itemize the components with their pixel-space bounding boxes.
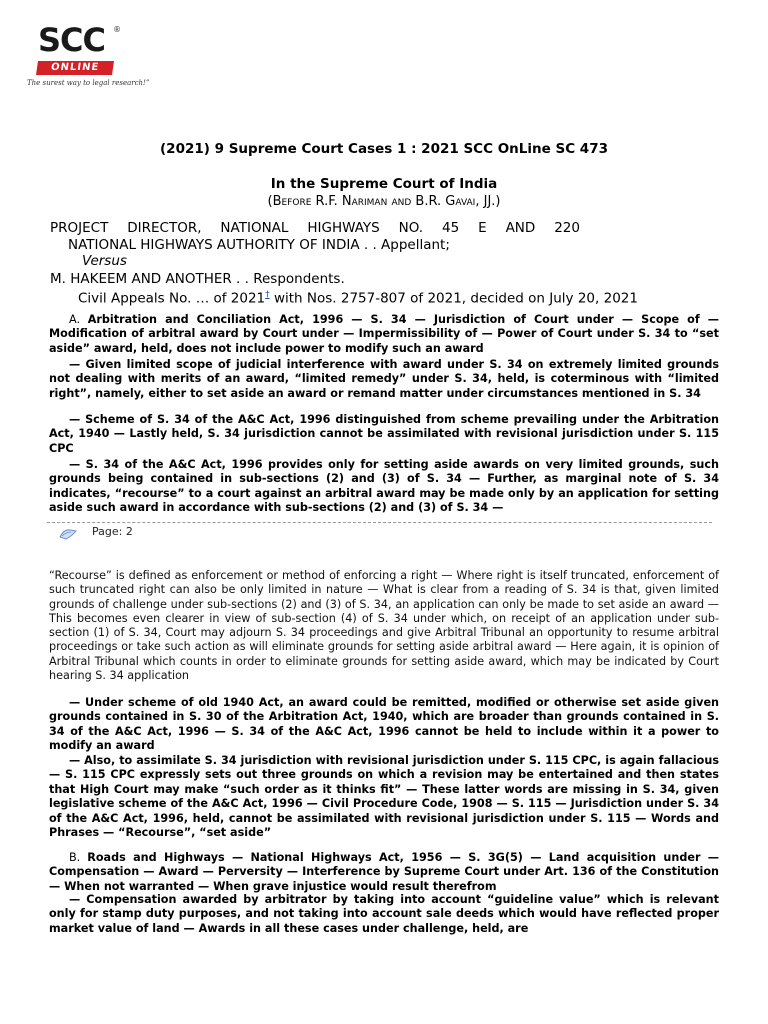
case-citation: (2021) 9 Supreme Court Cases 1 : 2021 SCC OnLine SC 473: [160, 141, 608, 157]
bench-judges: R.F. Nariman and B.R. Gavai: [311, 194, 476, 209]
court-name: In the Supreme Court of India: [270, 176, 498, 192]
headnote-b: [49, 851, 719, 894]
logo-online-banner: ONLINE: [36, 61, 114, 75]
headnote-a-label: A.: [69, 313, 88, 326]
appellant-line-2: NATIONAL HIGHWAYS AUTHORITY OF INDIA . . Appellant;: [68, 237, 450, 253]
versus: Versus: [82, 253, 127, 269]
logo-tagline: The surest way to legal research!”: [27, 79, 150, 87]
para-1940-text: — Under scheme of old 1940 Act, an award could be remitted, modified or otherwise set aside given grounds contained in S. 30 of the Arbitration Act, 1940, which are broader than grounds contained in S. 34 of the A&C Act, 1996 — S. 34 of the A&C Act, 1996 cannot be held to include within it a power to modify an award: [49, 696, 719, 753]
logo-registered-mark: ®: [113, 25, 121, 34]
appellant-line-1: PROJECT DIRECTOR, NATIONAL HIGHWAYS NO. 45 E AND 220: [50, 220, 580, 236]
headnote-b-text: Roads and Highways — National Highways Act, 1956 — S. 3G(5) — Land acquisition under — Compensation — Award — Perversity — Interference by Supreme Court under Art. 136 of the Constitution — When not warranted — When grave injustice would result therefrom: [49, 851, 719, 893]
headnote-a2-text: — Given limited scope of judicial interference with award under S. 34 on extremely limited grounds not dealing with merits of an award, “limited remedy” under S. 34, held, is coterminous with “limited right”, namely, either to set aside an award or remand matter under circumstances mentioned in S. 34: [49, 358, 719, 400]
page-divider: [47, 522, 712, 523]
headnote-a: [49, 313, 719, 356]
bench-suffix: , JJ.): [475, 194, 501, 209]
para-s115: [49, 754, 719, 840]
appeal-prefix: Civil Appeals No. … of 2021: [78, 290, 266, 307]
headnote-b2-text: — Compensation awarded by arbitrator by taking into account “guideline value” which is relevant only for stamp duty purposes, and not taking into account sale deeds which would have reflected proper market value of land — Awards in all these cases under challenge, held, are: [49, 893, 719, 935]
page-number-label: Page: 2: [92, 525, 133, 538]
headnote-b-para-2: [49, 893, 719, 936]
appeal-suffix: with Nos. 2757-807 of 2021, decided on July 20, 2021: [269, 290, 638, 307]
para-1940-act: [49, 696, 719, 754]
page-scroll-icon: [58, 526, 78, 540]
headnote-a4-text: — S. 34 of the A&C Act, 1996 provides only for setting aside awards on very limited grounds, such grounds being contained in sub-sections (2) and (3) of S. 34 — Further, as marginal note of S. 34 indicates, “recourse” to a court against an arbitral award may be made only by an application for setting aside such award in accordance with sub-sections (2) and (3) of S. 34 —: [49, 458, 719, 515]
headnote-a3-text: — Scheme of S. 34 of the A&C Act, 1996 distinguished from scheme prevailing under the Arbitration Act, 1940 — Lastly held, S. 34 jurisdiction cannot be assimilated with revisional jurisdiction under S. 115 CPC: [49, 413, 719, 455]
footnote-link[interactable]: †: [265, 290, 270, 300]
para-s115-text: — Also, to assimilate S. 34 jurisdiction with revisional jurisdiction under S. 115 CPC, is again fallacious — S. 115 CPC expressly sets out three grounds on which a revision may be entertained and then states that High Court may make “such order as it thinks fit” — These latter words are missing in S. 34, given legislative scheme of the A&C Act, 1996 — Civil Procedure Code, 1908 — S. 115 — Jurisdiction under S. 34 of the A&C Act, 1996, held, cannot be assimilated with revisional jurisdiction under S. 115 — Words and Phrases — “Recourse”, “set aside”: [49, 754, 719, 840]
headnote-b-label: B.: [69, 851, 88, 864]
bench: [0, 194, 768, 209]
appeal-details: [78, 290, 638, 307]
headnote-a-text: Arbitration and Conciliation Act, 1996 — S. 34 — Jurisdiction of Court under — Scope of — Modification of arbitral award by Court under — Impermissibility of — Power of Court under S. 34 to “set aside” award, held, does not include power to modify such an award: [49, 313, 719, 355]
logo-brand: SCC: [38, 21, 106, 59]
bench-open: (: [267, 194, 273, 209]
respondent: M. HAKEEM AND ANOTHER . . Respondents.: [50, 271, 345, 287]
bench-before: Before: [272, 194, 312, 209]
scc-online-logo: [27, 21, 150, 92]
headnote-a-para-2: [49, 358, 719, 401]
headnote-a-para-4: [49, 458, 719, 516]
headnote-a-para-3: [49, 413, 719, 456]
recourse-paragraph: “Recourse” is defined as enforcement or method of enforcing a right — Where right is itself truncated, enforcement of such truncated right can also be only limited in nature — What is clear from a reading of S. 34 is that, given limited grounds of challenge under sub-sections (2) and (3) of S. 34, an application can only be made to set aside an award — This becomes even clearer in view of sub-section (4) of S. 34 under which, on receipt of an application under sub-section (1) of S. 34, Court may adjourn S. 34 proceedings and give Arbitral Tribunal an opportunity to resume arbitral proceedings or take such action as will eliminate grounds for setting aside arbitral award — Here again, it is opinion of Arbitral Tribunal which counts in order to eliminate grounds for setting aside award, which may be indicated by Court hearing S. 34 application: [49, 569, 719, 683]
